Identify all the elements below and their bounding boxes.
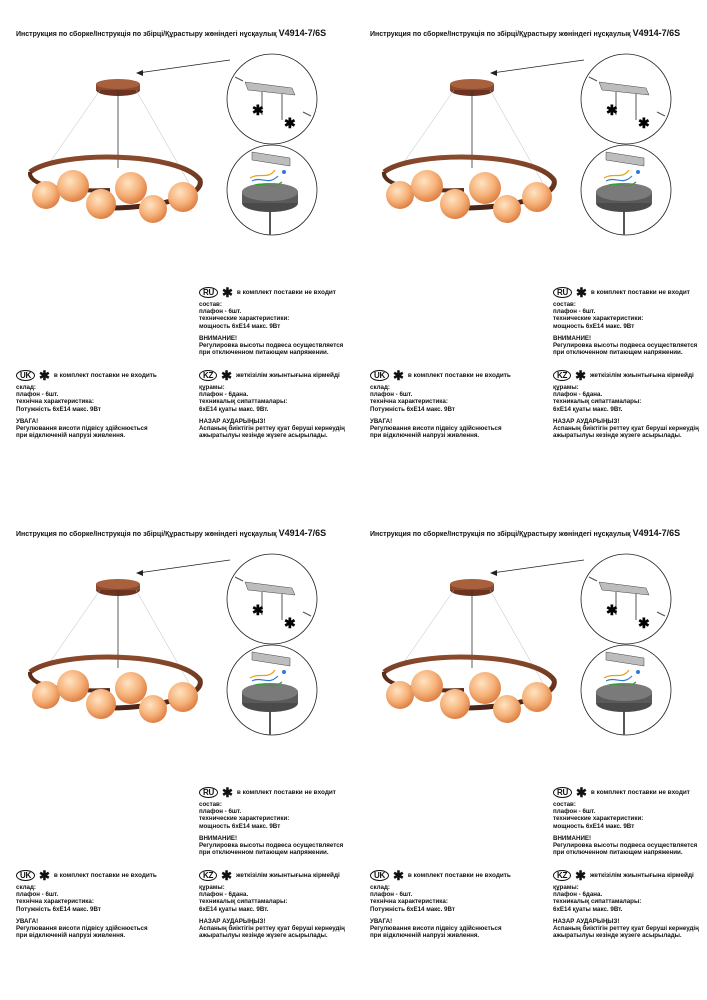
kz-note: жеткізілім жиынтығына кірмейді [589,871,694,879]
assembly-illustration [354,540,707,740]
ru-note: в комплект поставки не входит [236,788,336,796]
uk-line: технічна характеристика: [16,898,94,906]
arrow-head-icon [136,570,143,576]
not-included-star-icon: ✱ [606,102,618,118]
ru-note: в комплект поставки не входит [590,288,690,296]
globe-shade-icon [139,695,167,723]
star-icon: ✱ [38,368,50,383]
uk-line: Потужність 6хЕ14 макс. 9Вт [370,405,455,413]
globe-shade-icon [86,689,116,719]
title-text: Инструкция по сборке/Інструкція по збірці/Құрастыру жөніндегі нұсқаулық [370,31,633,38]
instruction-title [16,528,326,538]
ru-section [553,787,697,856]
uk-section [370,870,511,939]
arrow-head-icon [490,570,497,576]
kz-warning-title: НАЗАР АУДАРЫҢЫЗ! [199,417,266,425]
globe-shade-icon [440,689,470,719]
kz-section [199,370,345,439]
ru-warning-line: Регулировка высоты подвеса осуществляется [553,842,698,850]
globe-shade-icon [411,670,443,702]
kz-note: жеткізілім жиынтығына кірмейді [235,871,340,879]
ru-note: в комплект поставки не входит [236,288,336,296]
ru-badge: RU [553,287,572,298]
globe-shade-icon [115,172,147,204]
ru-section [553,287,697,356]
ru-line: мощность 6хЕ14 макс. 9Вт [199,822,281,830]
instruction-title [370,528,680,538]
ru-warning-line: при отключенном питающем напряжении. [553,349,683,357]
kz-warning-line: ажыратылуы кезінде жүзеге асырылады. [199,432,328,440]
globe-shade-icon [168,682,198,712]
kz-line: құрамы: [553,384,579,391]
ru-line: состав: [199,301,222,308]
kz-note: жеткізілім жиынтығына кірмейді [589,371,694,379]
kz-line: 6хЕ14 қуаты макс. 9Вт. [553,905,623,913]
ru-warning-line: при отключенном питающем напряжении. [553,849,683,857]
instruction-title [370,28,680,38]
uk-line: плафон - 6шт. [370,891,413,899]
kz-warning-line: Аспаның биіктігін реттеу қуат беруші кернеудің [553,925,699,933]
uk-note: в комплект поставки не входить [407,871,511,879]
uk-warning-line: при відключеній напрузі живлення. [370,432,480,440]
not-included-star-icon: ✱ [606,602,618,618]
kz-badge: KZ [553,870,571,881]
star-icon: ✱ [575,785,587,800]
uk-section [16,870,157,939]
assembly-illustration [0,540,353,740]
kz-section [553,370,699,439]
model-number: V4914-7/6S [278,28,327,38]
kz-warning-line: Аспаның биіктігін реттеу қуат беруші кернеудің [553,425,699,433]
kz-warning-line: ажыратылуы кезінде жүзеге асырылады. [553,432,682,440]
kz-section [553,870,699,939]
globe-shade-icon [469,672,501,704]
uk-section [370,370,511,439]
not-included-star-icon: ✱ [284,115,296,131]
kz-line: плафон - 6дана. [199,891,249,899]
globe-shade-icon [522,182,552,212]
kz-line: техникалық сипаттамалары: [553,398,642,406]
uk-line: Потужність 6хЕ14 макс. 9Вт [16,405,101,413]
uk-line: плафон - 6шт. [16,891,59,899]
uk-warning-title: УВАГА! [16,917,39,925]
title-text: Инструкция по сборке/Інструкція по збірці/Құрастыру жөніндегі нұсқаулық [16,531,279,538]
star-icon: ✱ [575,285,587,300]
uk-warning-title: УВАГА! [370,917,393,925]
star-icon: ✱ [221,368,232,383]
ru-line: технические характеристики: [553,815,644,823]
kz-badge: KZ [199,370,217,381]
globe-shade-icon [57,170,89,202]
ru-line: мощность 6хЕ14 макс. 9Вт [553,822,635,830]
ru-line: плафон - 6шт. [553,808,596,816]
not-included-star-icon: ✱ [638,115,650,131]
uk-warning-line: при відключеній напрузі живлення. [16,432,126,440]
not-included-star-icon: ✱ [284,615,296,631]
globe-shade-icon [386,181,414,209]
uk-line: склад: [16,384,36,391]
ru-section [199,287,343,356]
ru-badge: RU [199,287,218,298]
ru-warning-line: Регулировка высоты подвеса осуществляется [553,342,698,350]
uk-note: в комплект поставки не входить [53,371,157,379]
uk-warning-line: Регулювання висоти підвісу здійснюється [16,425,148,433]
globe-shade-icon [440,189,470,219]
globe-shade-icon [32,181,60,209]
star-icon: ✱ [221,285,233,300]
globe-shade-icon [386,681,414,709]
uk-badge: UK [370,370,389,381]
ru-line: плафон - 6шт. [199,808,242,816]
kz-line: плафон - 6дана. [553,891,603,899]
kz-line: 6хЕ14 қуаты макс. 9Вт. [553,405,623,413]
instruction-sheet-bottom-right [354,500,707,1000]
kz-line: 6хЕ14 қуаты макс. 9Вт. [199,405,269,413]
ru-warning-title: ВНИМАНИЕ! [199,334,238,342]
kz-warning-line: Аспаның биіктігін реттеу қуат беруші кернеудің [199,425,345,433]
uk-line: технічна характеристика: [16,398,94,406]
arrow-head-icon [490,70,497,76]
instruction-sheet-top-right [354,0,707,500]
pointer-arrow [138,560,230,573]
kz-note: жеткізілім жиынтығына кірмейді [235,371,340,379]
kz-warning-title: НАЗАР АУДАРЫҢЫЗ! [553,417,620,425]
pointer-arrow [492,60,584,73]
mounting-bar-detail [581,554,671,644]
ru-section [199,787,343,856]
mounting-bar-detail [227,54,317,144]
uk-badge: UK [16,870,35,881]
kz-warning-title: НАЗАР АУДАРЫҢЫЗ! [199,917,266,925]
globe-shade-icon [493,195,521,223]
ru-line: технические характеристики: [553,315,644,323]
kz-line: техникалық сипаттамалары: [199,898,288,906]
uk-note: в комплект поставки не входить [407,371,511,379]
ru-warning-title: ВНИМАНИЕ! [553,334,592,342]
ru-warning-title: ВНИМАНИЕ! [553,834,592,842]
uk-warning-line: Регулювання висоти підвісу здійснюється [16,925,148,933]
uk-warning-line: Регулювання висоти підвісу здійснюється [370,925,502,933]
globe-shade-icon [411,170,443,202]
star-icon: ✱ [575,368,586,383]
arrow-head-icon [136,70,143,76]
model-number: V4914-7/6S [632,28,681,38]
uk-line: склад: [370,884,390,891]
uk-section [16,370,157,439]
globe-shade-icon [32,681,60,709]
globe-shade-icon [115,672,147,704]
ru-warning-line: при отключенном питающем напряжении. [199,349,329,357]
mounting-bar-detail [581,54,671,144]
not-included-star-icon: ✱ [252,602,264,618]
ru-line: технические характеристики: [199,315,290,323]
globe-shade-icon [168,182,198,212]
uk-warning-line: Регулювання висоти підвісу здійснюється [370,425,502,433]
instruction-sheet-bottom-left [0,500,353,1000]
kz-warning-title: НАЗАР АУДАРЫҢЫЗ! [553,917,620,925]
ru-line: технические характеристики: [199,815,290,823]
assembly-illustration [354,40,707,240]
kz-line: техникалық сипаттамалары: [553,898,642,906]
kz-warning-line: Аспаның биіктігін реттеу қуат беруші кернеудің [199,925,345,933]
ru-line: состав: [553,301,576,308]
uk-badge: UK [370,870,389,881]
globe-shade-icon [86,189,116,219]
ru-warning-title: ВНИМАНИЕ! [199,834,238,842]
ru-line: плафон - 6шт. [553,308,596,316]
uk-line: технічна характеристика: [370,398,448,406]
not-included-star-icon: ✱ [252,102,264,118]
ru-warning-line: Регулировка высоты подвеса осуществляется [199,342,344,350]
globe-shade-icon [522,682,552,712]
ru-warning-line: Регулировка высоты подвеса осуществляется [199,842,344,850]
kz-badge: KZ [553,370,571,381]
title-text: Инструкция по сборке/Інструкція по збірці/Құрастыру жөніндегі нұсқаулық [370,531,633,538]
star-icon: ✱ [392,368,404,383]
ru-line: состав: [553,801,576,808]
mounting-bar-detail [227,554,317,644]
ru-line: мощность 6хЕ14 макс. 9Вт [553,322,635,330]
model-number: V4914-7/6S [632,528,681,538]
ru-line: плафон - 6шт. [199,308,242,316]
uk-line: Потужність 6хЕ14 макс. 9Вт [16,905,101,913]
uk-line: склад: [16,884,36,891]
ru-badge: RU [553,787,572,798]
uk-badge: UK [16,370,35,381]
globe-shade-icon [469,172,501,204]
uk-warning-title: УВАГА! [370,417,393,425]
kz-section [199,870,345,939]
kz-line: плафон - 6дана. [553,391,603,399]
globe-shade-icon [57,670,89,702]
kz-warning-line: ажыратылуы кезінде жүзеге асырылады. [553,932,682,940]
uk-line: плафон - 6шт. [16,391,59,399]
ru-warning-line: при отключенном питающем напряжении. [199,849,329,857]
model-number: V4914-7/6S [278,528,327,538]
instruction-sheet-top-left [0,0,353,500]
ru-badge: RU [199,787,218,798]
kz-line: құрамы: [553,884,579,891]
uk-warning-title: УВАГА! [16,417,39,425]
kz-line: құрамы: [199,884,225,891]
title-text: Инструкция по сборке/Інструкція по збірці/Құрастыру жөніндегі нұсқаулық [16,31,279,38]
pointer-arrow [492,560,584,573]
uk-warning-line: при відключеній напрузі живлення. [370,932,480,940]
kz-line: құрамы: [199,384,225,391]
ru-line: состав: [199,801,222,808]
uk-warning-line: при відключеній напрузі живлення. [16,932,126,940]
globe-shade-icon [493,695,521,723]
uk-line: плафон - 6шт. [370,391,413,399]
uk-note: в комплект поставки не входить [53,871,157,879]
globe-shade-icon [139,195,167,223]
kz-line: 6хЕ14 қуаты макс. 9Вт. [199,905,269,913]
instruction-title [16,28,326,38]
kz-badge: KZ [199,870,217,881]
star-icon: ✱ [575,868,586,883]
ru-note: в комплект поставки не входит [590,788,690,796]
uk-line: технічна характеристика: [370,898,448,906]
kz-warning-line: ажыратылуы кезінде жүзеге асырылады. [199,932,328,940]
star-icon: ✱ [392,868,404,883]
ru-line: мощность 6хЕ14 макс. 9Вт [199,322,281,330]
kz-line: плафон - 6дана. [199,391,249,399]
pointer-arrow [138,60,230,73]
not-included-star-icon: ✱ [638,615,650,631]
uk-line: склад: [370,384,390,391]
star-icon: ✱ [221,868,232,883]
kz-line: техникалық сипаттамалары: [199,398,288,406]
star-icon: ✱ [38,868,50,883]
assembly-illustration [0,40,353,240]
uk-line: Потужність 6хЕ14 макс. 9Вт [370,905,455,913]
star-icon: ✱ [221,785,233,800]
